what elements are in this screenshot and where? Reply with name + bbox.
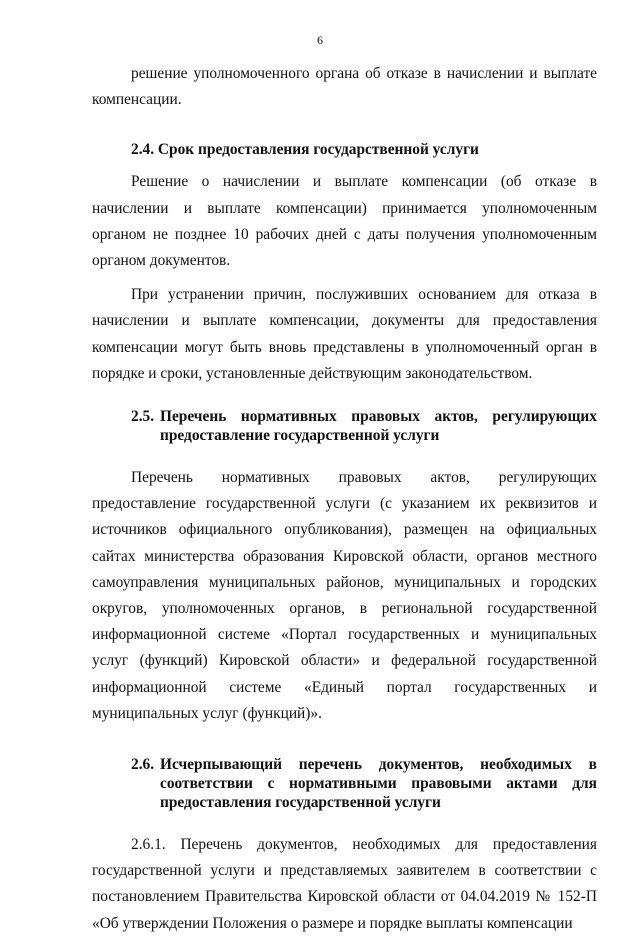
section-heading-2-4: 2.4. Срок предоставления государственной услуги [131, 141, 479, 159]
section-number: 2.5. [131, 408, 155, 426]
section-heading-2-6 [92, 755, 597, 812]
section-heading-2-5 [92, 407, 597, 445]
paragraph-normative-acts: Перечень нормативных правовых актов, регулирующих предоставление государственной услуги (с указанием их реквизитов и источников официального опубликования), размещен на официальных сайтах министерства образования Кировской области, органов местного самоуправления муниципальных районов, муниципальных и городских округов, уполномоченных органов, в региональной государственной информационной системе «Портал государственных и муниципальных услуг (функций) Кировской области» и федеральной государственной информационной системе «Единый портал государственных и муниципальных услуг (функций)». [92, 469, 597, 722]
section-title: Исчерпывающий перечень документов, необходимых в соответствии с нормативными правовыми актами для предоставления государственной услуги [160, 756, 597, 812]
paragraph-2-6-1: 2.6.1. Перечень документов, необходимых для предоставления государственной услуги и представляемых заявителем в соответствии с постановлением Правительства Кировской области от 04.04.2019 № 152-П «Об утверждении Положения о размере и порядке выплаты компенсации [92, 836, 597, 932]
section-number: 2.6. [131, 756, 155, 774]
document-body [92, 61, 597, 937]
paragraph-continuation: решение уполномоченного органа об отказе в начислении и выплате компенсации. [92, 65, 597, 109]
paragraph-resubmission: При устранении причин, послуживших основанием для отказа в начислении и выплате компенсации, документы для предоставления компенсации могут быть вновь представлены в уполномоченный орган в порядке и сроки, установленные действующим законодательством. [92, 286, 597, 382]
page-number: 6 [317, 33, 323, 47]
section-title: Перечень нормативных правовых актов, регулирующих предоставление государственной услуги [160, 408, 597, 445]
paragraph-decision-deadline: Решение о начислении и выплате компенсации (об отказе в начислении и выплате компенсации) принимается уполномоченным органом не позднее 10 рабочих дней с даты получения уполномоченным органом документов. [92, 173, 597, 270]
